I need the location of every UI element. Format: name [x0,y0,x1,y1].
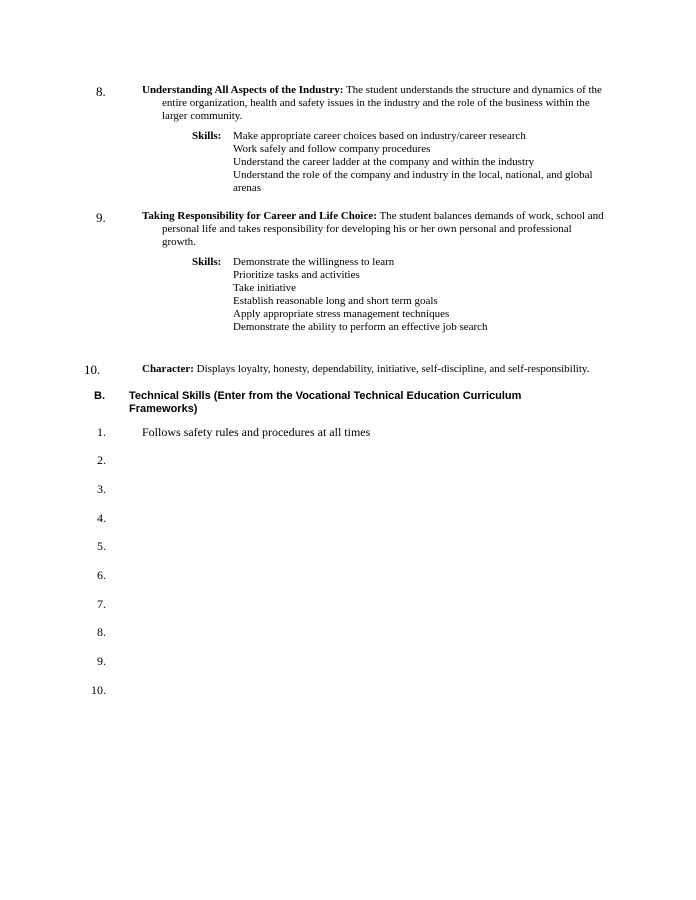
item-lead [142,210,608,249]
skill-item: Establish reasonable long and short term goals [233,295,438,307]
section-title: Technical Skills (Enter from the Vocational Technical Education Curriculum Frameworks) [129,390,522,415]
skill-item: Demonstrate the willingness to learn [233,256,395,268]
skill-item: Work safely and follow company procedures [233,143,431,155]
tech-skill-number: 4. [97,511,106,525]
tech-skill-number: 9. [97,654,106,668]
skill-item: Make appropriate career choices based on industry/career research [233,130,526,142]
item-number: 10. [84,362,101,377]
item-paragraph [142,84,608,123]
skills-label: Skills: [192,256,222,268]
item-lead [142,363,612,376]
tech-skill-number: 3. [97,482,106,496]
item-paragraph [142,363,612,376]
item-lead [142,84,608,123]
skills-list [233,256,613,334]
item-paragraph [142,210,608,249]
tech-skill-number: 5. [97,539,106,553]
skill-item: Understand the role of the company and industry in the local, national, and global arenas [233,169,593,194]
item-heading: Taking Responsibility for Career and Life Choice: [142,210,377,222]
section-letter: B. [94,390,105,402]
item-number: 8. [96,84,106,99]
tech-skill-text[interactable]: Follows safety rules and procedures at all times [142,425,371,439]
tech-skill-number: 6. [97,568,106,582]
skill-item: Prioritize tasks and activities [233,269,360,281]
tech-skill-number: 7. [97,597,106,611]
skill-item: Take initiative [233,282,297,294]
item-text: The student balances demands of work, school and personal life and takes responsibility for developing his or her own personal and professional growth. [162,210,604,248]
item-text: The student understands the structure and dynamics of the entire organization, health and safety issues in the industry and the role of the business within the larger community. [162,84,602,122]
tech-skill-number: 10. [91,683,106,697]
skill-item: Understand the career ladder at the company and within the industry [233,156,535,168]
item-number: 9. [96,210,106,225]
skill-item: Apply appropriate stress management techniques [233,308,450,320]
item-text: Displays loyalty, honesty, dependability, initiative, self-discipline, and self-responsibility. [193,363,590,375]
item-heading: Understanding All Aspects of the Industry: [142,84,344,96]
skills-label: Skills: [192,130,222,142]
skills-list [233,130,613,195]
item-heading: Character: [142,363,194,375]
tech-skill-number: 2. [97,453,106,467]
skill-item: Demonstrate the ability to perform an effective job search [233,321,488,333]
tech-skill-number: 1. [97,425,106,439]
tech-skill-number: 8. [97,625,106,639]
